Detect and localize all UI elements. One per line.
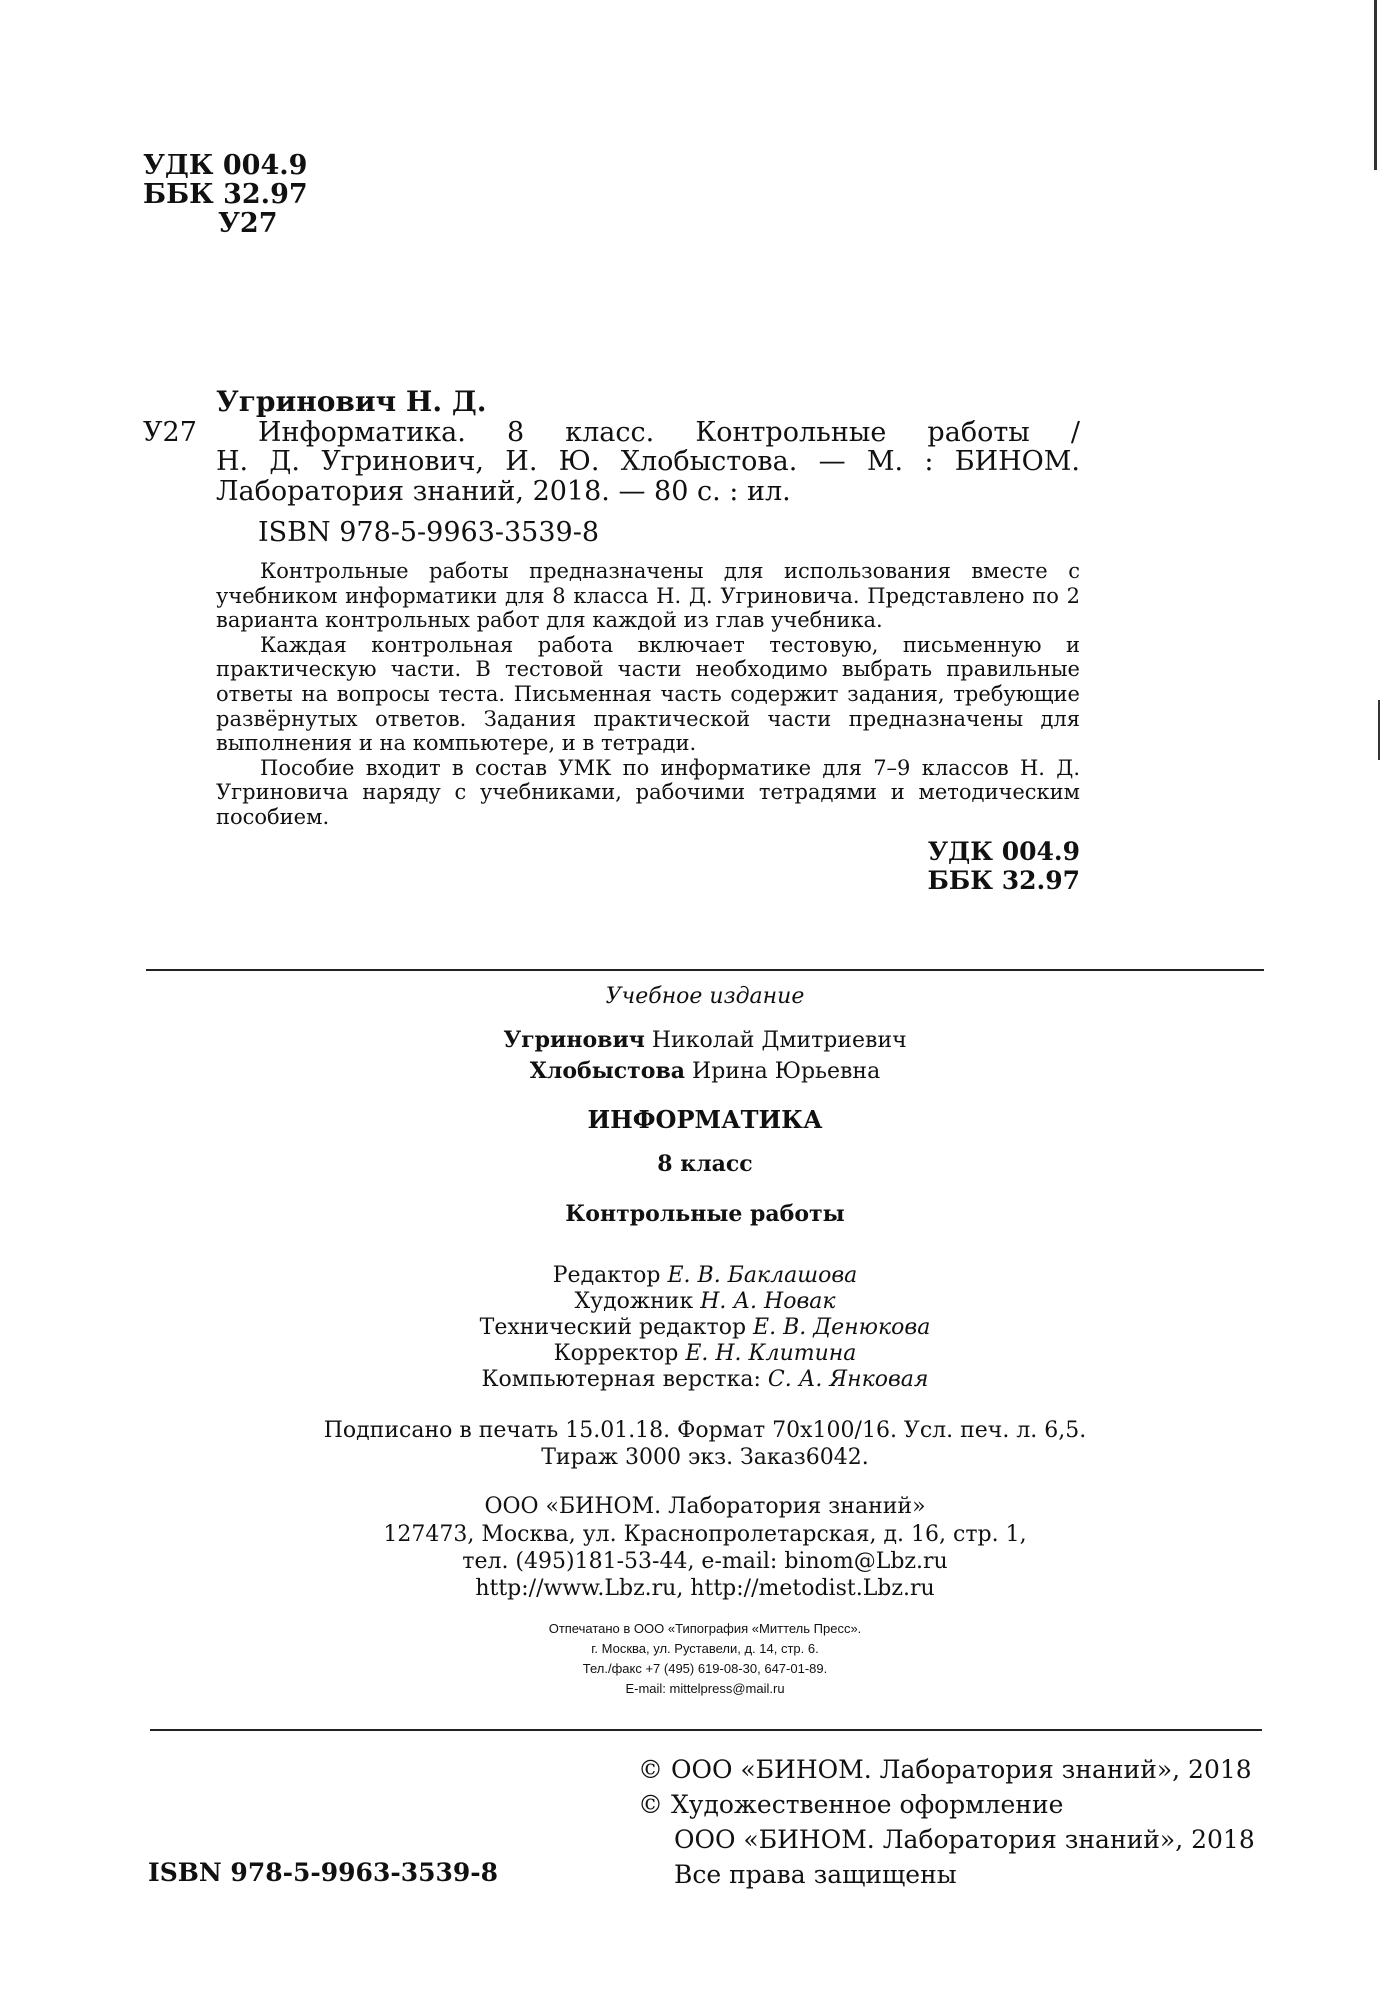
credit-proofreader <box>150 1341 1260 1367</box>
edition-type: Учебное издание <box>605 984 805 1009</box>
run-info: Тираж 3000 экз. Заказ6042. <box>541 1445 869 1470</box>
record-author-heading: Угринович Н. Д. <box>216 385 487 418</box>
book-title: ИНФОРМАТИКА <box>587 1105 823 1134</box>
record-udk: УДК 004.9 <box>927 837 1080 866</box>
credit-artist <box>150 1289 1260 1315</box>
credit-name: Е. В. Денюкова <box>753 1315 931 1340</box>
scan-edge-mark <box>1378 700 1380 760</box>
record-isbn: ISBN 978-5-9963-3539-8 <box>258 517 600 548</box>
printer-line: г. Москва, ул. Руставели, д. 14, стр. 6. <box>591 1641 819 1656</box>
record-annotation <box>216 559 1080 830</box>
author-2 <box>150 1058 1260 1085</box>
book-grade: 8 класс <box>657 1151 753 1177</box>
scan-edge-mark <box>1374 0 1377 170</box>
header-author-mark: У27 <box>218 208 278 239</box>
record-mark: У27 <box>143 417 197 448</box>
credit-name: Н. А. Новак <box>700 1289 836 1314</box>
printer-line: Отпечатано в ООО «Типография «Миттель Пресс». <box>548 1621 862 1636</box>
print-info: Подписано в печать 15.01.18. Формат 70х100/16. Усл. печ. л. 6,5. <box>323 1418 1087 1443</box>
publisher-websites: http://www.Lbz.ru, http://metodist.Lbz.ru <box>475 1576 935 1601</box>
credit-name: Е. Н. Клитина <box>685 1341 857 1366</box>
credit-role: Компьютерная верстка: <box>481 1367 768 1392</box>
copyright-line: ООО «БИНОМ. Лаборатория знаний», 2018 <box>674 1825 1255 1854</box>
author-1-surname: Угринович <box>503 1027 645 1053</box>
credit-name: Е. В. Баклашова <box>667 1263 858 1288</box>
publisher-name: ООО «БИНОМ. Лаборатория знаний» <box>484 1494 926 1519</box>
credit-role: Технический редактор <box>479 1315 754 1340</box>
record-bbk: ББК 32.97 <box>927 866 1080 895</box>
publisher-contacts: тел. (495)181-53-44, e-mail: binom@Lbz.ru <box>462 1549 948 1574</box>
credit-role: Редактор <box>552 1263 668 1288</box>
publisher-address: 127473, Москва, ул. Краснопролетарская, д. 16, стр. 1, <box>383 1522 1027 1547</box>
header-udk: УДК 004.9 <box>143 150 308 181</box>
author-2-name: Ирина Юрьевна <box>685 1059 881 1084</box>
header-bbk: ББК 32.97 <box>143 179 308 210</box>
rights-line: Все права защищены <box>674 1860 957 1889</box>
annotation-paragraph: Пособие входит в состав УМК по информатике для 7–9 классов Н. Д. Угриновича наряду с учебниками, рабочими тетрадями и методическим пособием. <box>216 755 1080 829</box>
printer-line: Тел./факс +7 (495) 619-08-30, 647-01-89. <box>582 1661 828 1676</box>
annotation-paragraph: Контрольные работы предназначены для использования вместе с учебником информатики для 8 класса Н. Д. Угриновича. Представлено по 2 варианта контрольных работ для каждой из глав учебника. <box>216 559 1080 633</box>
record-title-line: Информатика. 8 класс. Контрольные работы / <box>258 417 1080 448</box>
divider-top <box>146 969 1264 971</box>
credit-editor <box>150 1263 1260 1289</box>
author-2-surname: Хлобыстова <box>529 1058 686 1084</box>
record-authors-line: Н. Д. Угринович, И. Ю. Хлобыстова. — М. : БИНОМ. <box>216 446 1080 477</box>
credit-role: Корректор <box>553 1341 686 1366</box>
annotation-paragraph: Каждая контрольная работа включает тестовую, письменную и практическую части. В тестовой части необходимо выбрать правильные ответы на вопросы теста. Письменная часть содержит задания, требующие развёрнутых ответов. Задания практической части предназначены для выполнения и на компьютере, и в тетради. <box>216 632 1080 756</box>
printer-line: E-mail: mittelpress@mail.ru <box>625 1681 785 1696</box>
copyright-line: © ООО «БИНОМ. Лаборатория знаний», 2018 <box>638 1755 1252 1784</box>
record-imprint-line: Лаборатория знаний, 2018. — 80 с. : ил. <box>216 476 791 507</box>
author-1-name: Николай Дмитриевич <box>644 1028 907 1053</box>
credit-tech-editor <box>150 1315 1260 1341</box>
author-1 <box>150 1027 1260 1054</box>
copyright-line: © Художественное оформление <box>638 1790 1064 1819</box>
divider-bottom <box>150 1729 1262 1731</box>
credit-role: Художник <box>574 1289 701 1314</box>
credit-layout <box>150 1367 1260 1393</box>
credit-name: С. А. Янковая <box>767 1367 929 1392</box>
book-subtitle: Контрольные работы <box>565 1201 845 1227</box>
bottom-isbn: ISBN 978-5-9963-3539-8 <box>148 1858 499 1887</box>
